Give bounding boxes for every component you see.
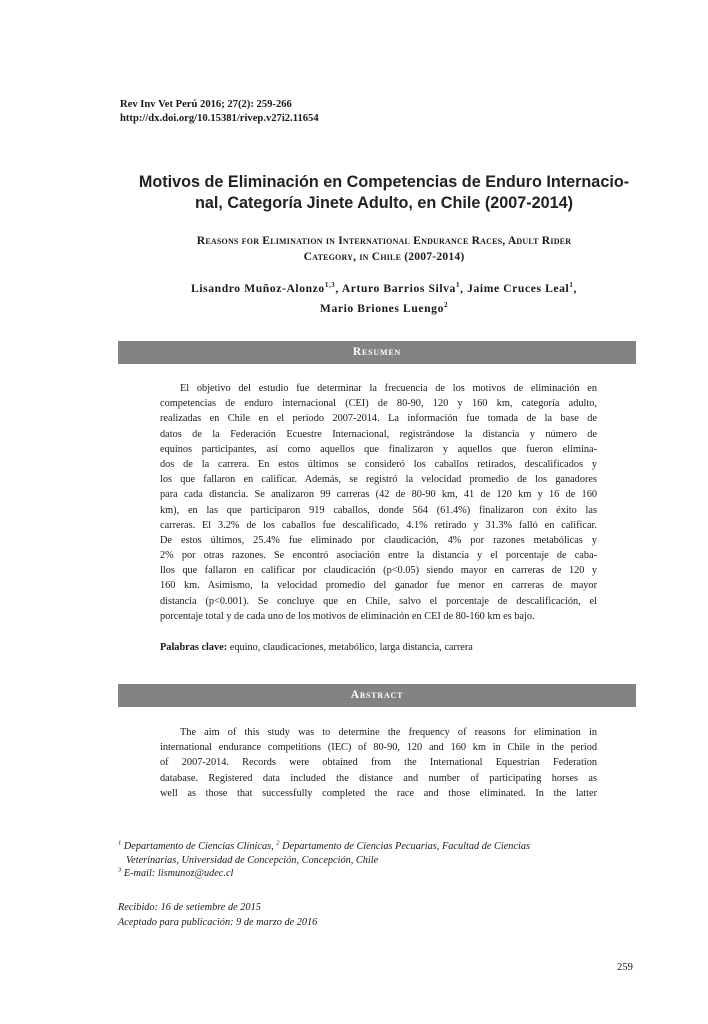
email-link[interactable]: E-mail: lismunoz@udec.cl bbox=[121, 868, 234, 880]
article-title bbox=[100, 172, 668, 214]
article-title-line-2: nal, Categoría Jinete Adulto, en Chile (2007-2014) bbox=[194, 194, 574, 212]
article-title-line-1: Motivos de Eliminación en Competencias de Enduro Internacio- bbox=[138, 173, 630, 191]
resumen-line: 2% por otras razones. Se encontró asociación entre la distancia y el porcentaje de caba- bbox=[160, 550, 597, 562]
abstract-line: well as those that successfully completed the race and those eliminated. In the latter bbox=[160, 787, 597, 799]
resumen-paragraph bbox=[160, 381, 597, 624]
received-date: Recibido: 16 de setiembre de 2015 bbox=[118, 902, 261, 913]
english-title-line-1: Reasons for Elimination in International Endurance Races, Adult Rider bbox=[196, 234, 572, 247]
author-name: Jaime Cruces Leal bbox=[467, 282, 570, 295]
english-title-line-2: Category, in Chile (2007-2014) bbox=[303, 250, 465, 263]
keywords-label: Palabras clave: bbox=[160, 642, 228, 653]
abstract-line: international endurance competitions (IEC) of 80-90, 120 and 160 km in Chile in the period bbox=[160, 742, 597, 754]
resumen-line: carreras. El 3.2% de los caballos fue descalificado, 4.1% retirado y 31.3% falló en calificar. bbox=[160, 519, 597, 531]
resumen-line: dos de la carrera. En estos últimos se consideró los caballos retirados, descalificados y bbox=[160, 458, 597, 470]
resumen-heading-bar bbox=[118, 341, 636, 364]
abstract-line: of 2007-2014. Records were obtained from the International Equestrian Federation bbox=[160, 757, 597, 769]
resumen-line: El objetivo del estudio fue determinar la frecuencia de los motivos de eliminación en bbox=[180, 383, 597, 394]
resumen-line: realizadas en Chile en el periodo 2007-2014. La información fue tomada de la base de bbox=[160, 413, 597, 425]
resumen-line: porcentaje total y de cada uno de los motivos de eliminación en CEI de 80-160 km es bajo. bbox=[160, 610, 535, 622]
english-title bbox=[100, 233, 668, 265]
author-name: Lisandro Muñoz-Alonzo bbox=[191, 282, 325, 295]
resumen-line: competencias de enduro internacional (CEI) de 80-90, 120 y 160 km, categoría adulto, bbox=[160, 398, 597, 410]
author-affiliation-marker: 2 bbox=[443, 301, 449, 310]
doi-link[interactable]: http://dx.doi.org/10.15381/rivep.v27i2.11654 bbox=[120, 113, 319, 124]
keywords bbox=[160, 641, 473, 655]
author-name: Arturo Barrios Silva bbox=[341, 282, 456, 295]
author-affiliation-marker: 1 bbox=[455, 281, 461, 290]
page-number: 259 bbox=[617, 962, 633, 973]
article-dates bbox=[118, 900, 317, 930]
abstract-heading-bar bbox=[118, 684, 636, 707]
resumen-line: distancia (p<0.001). Se concluye que en Chile, salvo el porcentaje de descalificación, el bbox=[160, 595, 597, 607]
resumen-line: para cada distancia. Se analizaron 99 carreras (42 de 80-90 km, 41 de 120 km y 16 de 160 bbox=[160, 489, 597, 501]
author-list: Lisandro Muñoz-Alonzo$^{1,3}$, Arturo Barrios Silva$^1$, Jaime Cruces Leal$^1$, Mario Briones Luengo$^2$ bbox=[191, 281, 577, 315]
resumen-line: km), en las que participaron 919 caballos, donde 564 (61.4%) finalizaron con éxito las bbox=[160, 504, 597, 516]
resumen-line: los que fallaron en calificar. Además, se registró la velocidad promedio de los ganadores bbox=[160, 474, 597, 486]
journal-reference: Rev Inv Vet Perú 2016; 27(2): 259-266 bbox=[120, 99, 292, 110]
resumen-line: 160 km. Asimismo, la velocidad promedio del ganador fue menor en carreras de mayor bbox=[160, 580, 597, 592]
resumen-line: llos que fallaron en calificar por claudicación (p<0.05) siendo mayor en carreras de 120 y bbox=[160, 565, 597, 577]
affiliation-footnotes bbox=[118, 840, 638, 881]
abstract-paragraph bbox=[160, 725, 597, 801]
resumen-line: equinos participantes, así como aquellos que finalizaron y aquellos que fueron elimina- bbox=[160, 443, 597, 455]
keywords-list: equino, claudicaciones, metabólico, larga distancia, carrera bbox=[227, 642, 473, 653]
resumen-line: datos de la Federación Ecuestre Internacional, registrándose la distancia y número de bbox=[160, 428, 597, 440]
accepted-date: Aceptado para publicación: 9 de marzo de 2016 bbox=[118, 917, 318, 928]
abstract-line: database. Registered data included the distance and number of participating horses as bbox=[160, 772, 597, 784]
abstract-line: The aim of this study was to determine the frequency of reasons for elimination in bbox=[180, 727, 597, 738]
resumen-heading: Resumen bbox=[352, 346, 402, 358]
abstract-heading: Abstract bbox=[350, 689, 404, 701]
author-affiliation-marker: 1 bbox=[569, 281, 574, 290]
journal-header bbox=[120, 98, 319, 126]
footnote-email: $^3$ E-mail: lismunoz@udec.cl bbox=[118, 866, 234, 880]
author-name: Mario Briones Luengo bbox=[319, 302, 444, 315]
footnote-affiliations-continued: Veterinarias, Universidad de Concepción, Concepción, Chile bbox=[126, 854, 379, 866]
footnote-affiliations: $^1$ Departamento de Ciencias Clínicas, $^2$ Departamento de Ciencias Pecuarias, Facultad de Ciencias bbox=[118, 839, 531, 852]
resumen-line: De estos últimos, 25.4% fue eliminado por claudicación, 4% por razones metabólicas y bbox=[160, 534, 597, 546]
author-affiliation-marker: 1,3 bbox=[324, 281, 336, 290]
